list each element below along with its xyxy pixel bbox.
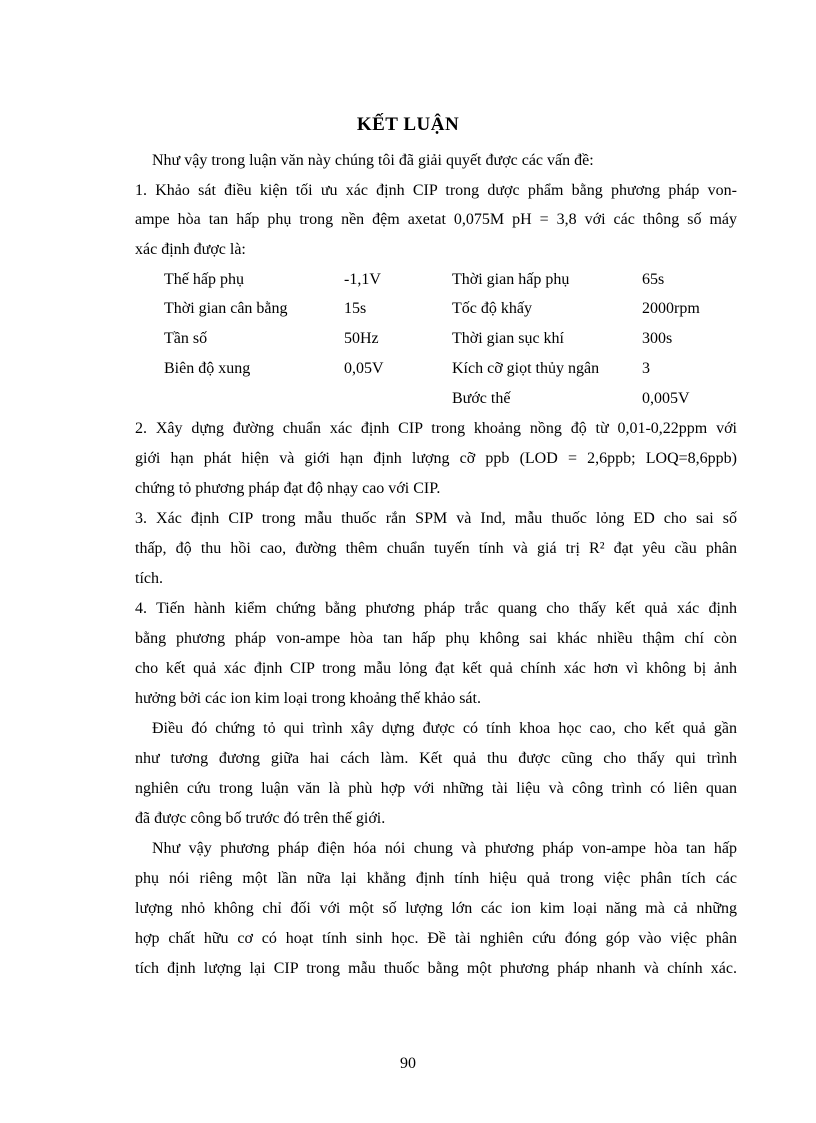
param-value: -1,1V [344, 271, 381, 288]
param-label: Thế hấp phụ [164, 271, 244, 288]
paragraph2-line: lượng nhỏ không chỉ đối với một số lượng lớn các ion kim loại năng mà cả những [135, 900, 737, 917]
item3-line: tích. [135, 570, 163, 587]
param-value: 3 [642, 360, 650, 377]
param-label: Kích cỡ giọt thủy ngân [452, 360, 600, 377]
item1-line: xác định được là: [135, 241, 246, 258]
item2-line: giới hạn phát hiện và giới hạn định lượng cỡ ppb (LOD = 2,6ppb; LOQ=8,6ppb) [135, 450, 737, 467]
paragraph2-line: Như vậy phương pháp điện hóa nói chung và phương pháp von-ampe hòa tan hấp [152, 840, 737, 857]
paragraph2-line: hợp chất hữu cơ có hoạt tính sinh học. Đề tài nghiên cứu đóng góp vào việc phân [135, 930, 737, 947]
param-label: Biên độ xung [164, 360, 251, 377]
param-label: Tần số [164, 330, 208, 347]
item3-line: 3. Xác định CIP trong mẫu thuốc rắn SPM và Ind, mẫu thuốc lỏng ED cho sai số [135, 510, 737, 527]
param-value: 2000rpm [642, 300, 700, 317]
param-label: Bước thế [452, 390, 511, 407]
item4-line: bằng phương pháp von-ampe hòa tan hấp phụ không sai khác nhiều thậm chí còn [135, 630, 737, 647]
paragraph2-line: phụ nói riêng một lần nữa lại khẳng định tính hiệu quả trong việc phân tích các [135, 870, 737, 887]
paragraph2-line: tích định lượng lại CIP trong mẫu thuốc bằng một phương pháp nhanh và chính xác. [135, 960, 737, 977]
paragraph1-line: Điều đó chứng tỏ qui trình xây dựng được có tính khoa học cao, cho kết quả gần [152, 720, 737, 737]
param-value: 65s [642, 271, 665, 288]
paragraph1-line: đã được công bố trước đó trên thế giới. [135, 810, 386, 827]
param-label: Thời gian sục khí [452, 330, 564, 347]
param-value: 15s [344, 300, 367, 317]
paragraph1-line: nghiên cứu trong luận văn là phù hợp với những tài liệu và công trình có liên quan [135, 780, 737, 797]
item4-line: cho kết quả xác định CIP trong mẫu lỏng đạt kết quả chính xác hơn vì không bị ảnh [135, 660, 737, 677]
page-title: KẾT LUẬN [356, 114, 460, 135]
item3-line: thấp, độ thu hồi cao, đường thêm chuẩn tuyến tính và giá trị R² đạt yêu cầu phân [135, 540, 737, 557]
paragraph1-line: như tương đương giữa hai cách làm. Kết quả thu được cũng cho thấy qui trình [135, 750, 737, 767]
param-value: 0,05V [344, 360, 384, 377]
item1-line: ampe hòa tan hấp phụ trong nền đệm axetat 0,075M pH = 3,8 với các thông số máy [135, 211, 737, 228]
item1-line: 1. Khảo sát điều kiện tối ưu xác định CIP trong dược phẩm bằng phương pháp von- [135, 182, 737, 199]
item2-line: chứng tỏ phương pháp đạt độ nhạy cao với CIP. [135, 480, 441, 497]
param-label: Thời gian cân bằng [164, 300, 288, 317]
item4-line: 4. Tiến hành kiểm chứng bằng phương pháp trắc quang cho thấy kết quả xác định [135, 600, 737, 617]
param-label: Thời gian hấp phụ [452, 271, 570, 288]
item4-line: hưởng bởi các ion kim loại trong khoảng thế khảo sát. [135, 690, 481, 707]
param-label: Tốc độ khấy [452, 300, 532, 317]
param-value: 0,005V [642, 390, 690, 407]
item2-line: 2. Xây dựng đường chuẩn xác định CIP trong khoảng nồng độ từ 0,01-0,22ppm với [135, 420, 737, 437]
page-number: 90 [400, 1055, 416, 1072]
intro-line: Như vậy trong luận văn này chúng tôi đã giải quyết được các vấn đề: [152, 152, 594, 169]
param-value: 50Hz [344, 330, 379, 347]
param-value: 300s [642, 330, 673, 347]
